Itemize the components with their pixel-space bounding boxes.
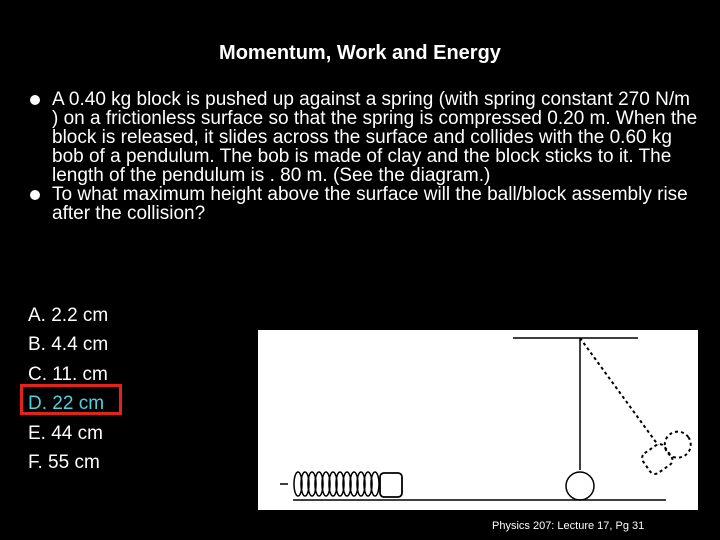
slide-title: Momentum, Work and Energy xyxy=(219,42,501,64)
swung-assembly-dashed-icon xyxy=(639,427,696,478)
answer-option-c[interactable]: C. 11. cm xyxy=(28,363,108,385)
answer-option-e[interactable]: E. 44 cm xyxy=(28,422,103,444)
problem-bullets xyxy=(30,90,700,223)
spring-icon xyxy=(294,472,379,496)
bullet-dot-icon xyxy=(30,95,40,105)
answer-option-a[interactable]: A. 2.2 cm xyxy=(28,305,109,326)
bullet-text: A 0.40 kg block is pushed up against a spring (with spring constant 270 N/m ) on a frictionless surface so that the spring is compressed 0.20 m. When the block is released, it slides across the surface and collides with the 0.60 kg bob of a pendulum. The bob is made of clay and the block sticks to it. The length of the pendulum is . 80 m. (See the diagram.) xyxy=(52,89,698,186)
bullet-problem-statement xyxy=(30,90,700,185)
bullet-text: To what maximum height above the surface will the ball/block assembly rise after the collision? xyxy=(52,184,688,224)
slide-footer: Physics 207: Lecture 17, Pg 31 xyxy=(492,520,645,532)
diagram-svg xyxy=(258,330,698,510)
swung-string-dashed xyxy=(580,338,658,445)
answer-option-f[interactable]: F. 55 cm xyxy=(28,451,100,473)
answer-option-d[interactable]: D. 22 cm xyxy=(28,393,105,415)
correct-answer-highlight xyxy=(20,384,122,415)
block-icon xyxy=(380,473,402,497)
answer-option-b[interactable]: B. 4.4 cm xyxy=(28,334,109,356)
bullet-question xyxy=(30,185,700,223)
spring-block-pendulum-diagram xyxy=(258,330,698,510)
pendulum-bob-icon xyxy=(566,472,594,500)
bullet-dot-icon xyxy=(30,190,40,200)
